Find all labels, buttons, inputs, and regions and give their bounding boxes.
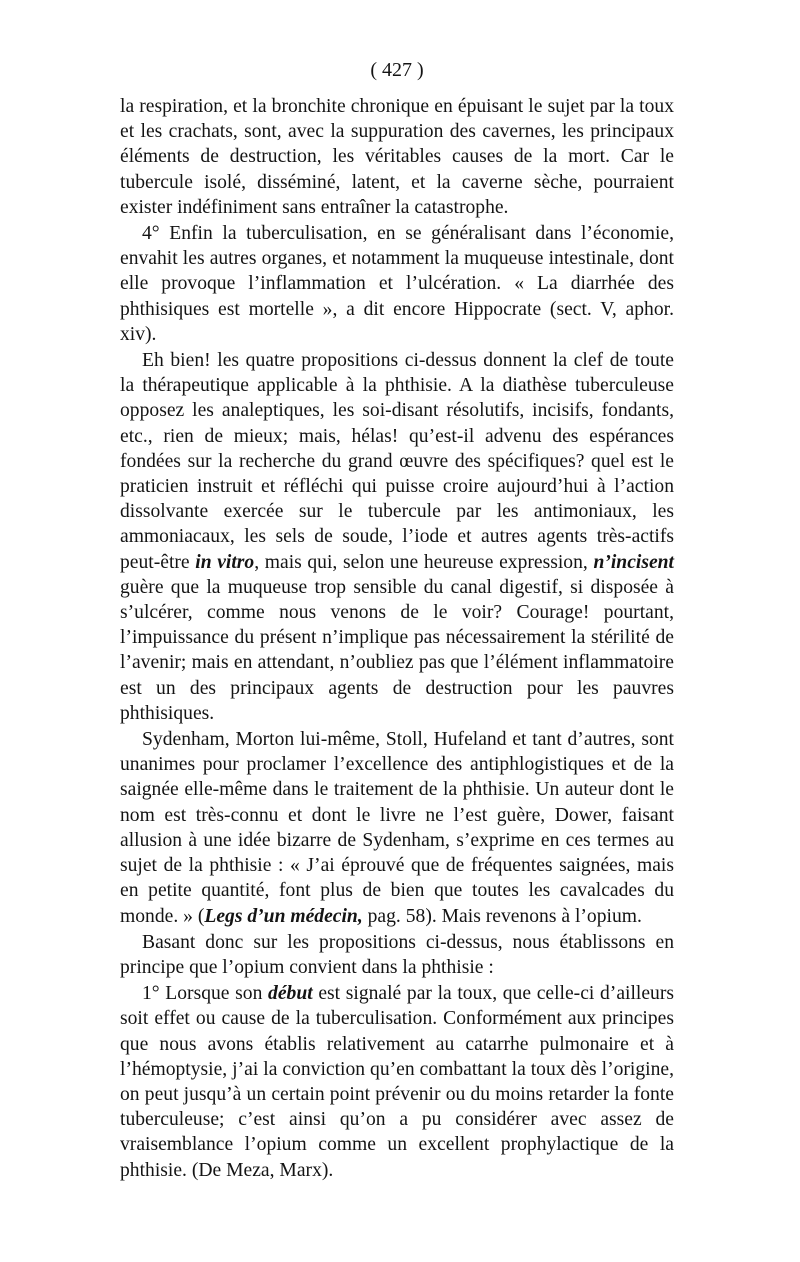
book-page: [120, 58, 674, 1184]
paragraph-point-1: [120, 981, 674, 1183]
paragraph-principle: [120, 930, 674, 980]
page-number: ( 427 ): [370, 59, 424, 81]
paragraph-continuation: [120, 94, 674, 220]
text-run: 1° Lorsque son: [142, 983, 269, 1005]
paragraph-therapeutics: [120, 348, 674, 726]
emphasis-debut: début: [268, 983, 313, 1005]
paragraph-point-4: [120, 221, 674, 347]
text-run: guère que la muqueuse trop sensible du canal digestif, si disposée à s’ulcérer, comme nous venons de le voir? Courage! pourtant, l’impuissance du présent n’implique pas nécessairement la stérilité de l’avenir; mais en attendant, n’oubliez pas que l’élément inflammatoire est un des principaux agents de destruction pour les pauvres phthisiques.: [120, 576, 674, 724]
text-run: la respiration, et la bronchite chronique en épuisant le sujet par la toux et les crachats, sont, avec la suppuration des cavernes, les principaux éléments de destruction, les véritables causes de la mort. Car le tubercule isolé, disséminé, latent, et la caverne sèche, pourraient exister indéfiniment sans entraîner la catastrophe.: [120, 96, 674, 218]
text-run: est signalé par la toux, que celle-ci d’ailleurs soit effet ou cause de la tuberculisation. Conformément aux principes que nous avons établis relativement au catarrhe pulmonaire et à l’hémoptysie, j’ai la conviction qu’en combattant la toux dès l’origine, on peut jusqu’à un certain point prévenir ou du moins retarder la fonte tuberculeuse; c’est ainsi qu’on a pu considérer avec assez de vraisemblance l’opium comme un excellent prophylactique de la phthisie. (De Meza, Marx).: [120, 983, 674, 1181]
text-run: Eh bien! les quatre propositions ci-dessus donnent la clef de toute la thérapeutique applicable à la phthisie. A la diathèse tuberculeuse opposez les analeptiques, les soi-disant résolutifs, incisifs, fondants, etc., rien de mieux; mais, hélas! qu’est-il advenu des espérances fondées sur la recherche du grand œuvre des spécifiques? quel est le praticien instruit et réfléchi qui puisse croire aujourd’hui à l’action dissolvante exercée sur le tubercule par les antimoniaux, les ammoniacaux, les sels de soude, l’iode et autres agents très-actifs peut-être: [120, 350, 674, 573]
emphasis-in-vitro: in vitro: [195, 551, 255, 573]
emphasis-n-incisent: n’incisent: [593, 551, 675, 573]
text-run: Sydenham, Morton lui-même, Stoll, Hufeland et tant d’autres, sont unanimes pour proclamer l’excellence des antiphlogistiques et de la saignée elle-même dans le traitement de la phthisie. Un auteur dont le nom est très-connu et dont le livre ne l’est guère, Dower, faisant allusion à une idée bizarre de Sydenham, s’exprime en ces termes au sujet de la phthisie : « J’ai éprouvé que de fréquentes saignées, mais en petite quantité, font plus de bien que toutes les cavalcades du monde. » (: [120, 729, 674, 927]
emphasis-legs-d-un-medecin: Legs d’un médecin,: [204, 905, 363, 927]
text-run: pag. 58). Mais revenons à l’opium.: [362, 905, 642, 927]
text-run: Basant donc sur les propositions ci-dessus, nous établissons en principe que l’opium convient dans la phthisie :: [120, 931, 674, 978]
paragraph-sydenham: [120, 727, 674, 929]
text-run: 4° Enfin la tuberculisation, en se généralisant dans l’économie, envahit les autres organes, et notamment la muqueuse intestinale, dont elle provoque l’inflammation et l’ulcération. « La diarrhée des phthisiques est mortelle », a dit encore Hippocrate (sect. V, aphor. xiv).: [120, 223, 674, 345]
text-run: , mais qui, selon une heureuse expression,: [254, 551, 594, 573]
